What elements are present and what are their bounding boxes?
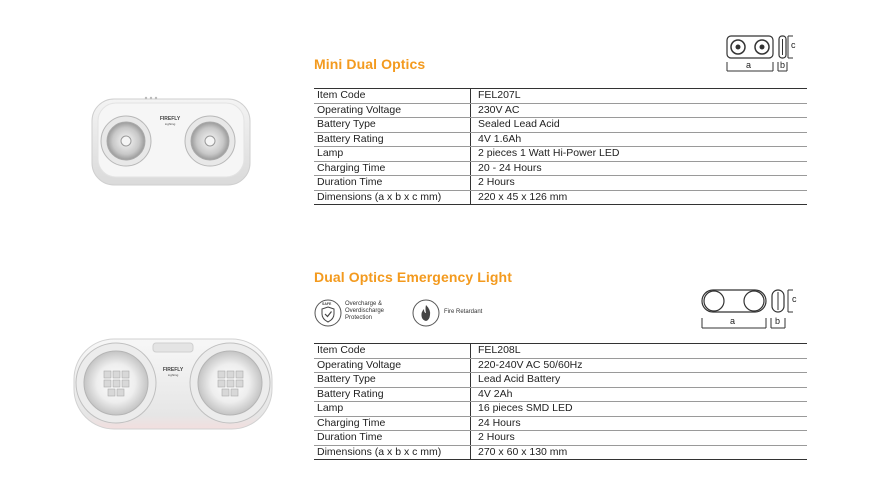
brand-logo: FIREFLY Lighting: [162, 367, 184, 377]
table-row: Item Code FEL208L: [314, 344, 807, 359]
product-title: Dual Optics Emergency Light: [314, 269, 512, 285]
brand-logo: FIREFLY Lighting: [159, 116, 181, 126]
table-row: Operating Voltage 220-240V AC 50/60Hz: [314, 358, 807, 373]
table-row: Charging Time 20 - 24 Hours: [314, 161, 807, 176]
table-row: Lamp 16 pieces SMD LED: [314, 402, 807, 417]
flame-icon: [412, 299, 440, 327]
table-row: Duration Time 2 Hours: [314, 176, 807, 191]
table-row: Dimensions (a x b x c mm) 220 x 45 x 126 mm: [314, 190, 807, 205]
table-row: Charging Time 24 Hours: [314, 416, 807, 431]
table-row: Operating Voltage 230V AC: [314, 103, 807, 118]
table-row: Item Code FEL207L: [314, 89, 807, 104]
table-row: Lamp 2 pieces 1 Watt Hi-Power LED: [314, 147, 807, 162]
badge-tag: SAFE: [322, 302, 332, 306]
table-row: Battery Rating 4V 1.6Ah: [314, 132, 807, 147]
emergency-light-illustration: [68, 335, 278, 435]
dimension-label-b: b: [780, 60, 786, 70]
product-image-dual-optics-emergency-light: [68, 335, 278, 435]
product-title: Mini Dual Optics: [314, 56, 426, 72]
spec-table: [314, 343, 807, 460]
table-row: Duration Time 2 Hours: [314, 431, 807, 446]
dimension-label-c: c: [792, 294, 797, 304]
product-image-mini-dual-optics: [88, 93, 254, 189]
spec-table: [314, 88, 807, 205]
dimension-icon: [724, 33, 804, 73]
table-row: Battery Type Sealed Lead Acid: [314, 118, 807, 133]
dimension-label-b: b: [775, 316, 781, 326]
dimension-label-a: a: [746, 60, 752, 70]
table-row: Dimensions (a x b x c mm) 270 x 60 x 130 mm: [314, 445, 807, 460]
emergency-light-illustration: [88, 93, 254, 189]
table-row: Battery Rating 4V 2Ah: [314, 387, 807, 402]
dimension-diagram: [724, 33, 804, 73]
dimension-icon: [699, 287, 805, 331]
dimension-label-a: a: [730, 316, 736, 326]
dimension-diagram: [699, 287, 805, 331]
table-row: Battery Type Lead Acid Battery: [314, 373, 807, 388]
feature-badge-fire-retardant: Fire Retardant: [412, 298, 502, 328]
feature-badge-protection: SAFE Overcharge & Overdischarge Protection: [314, 298, 404, 328]
dimension-label-c: c: [791, 40, 796, 50]
